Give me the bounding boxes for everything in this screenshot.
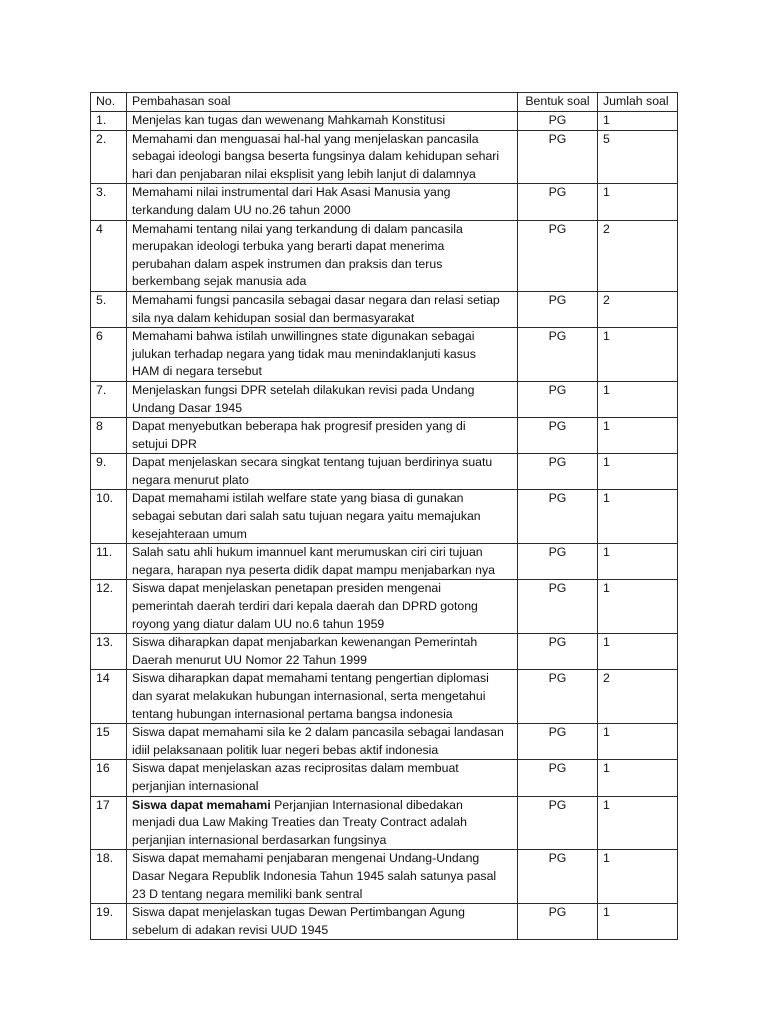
row-description-text: Menjelas kan tugas dan wewenang Mahkamah Konstitusi: [132, 113, 446, 127]
row-description: [127, 130, 518, 184]
row-bentuk-soal: PG: [518, 328, 598, 382]
header-pembahasan-soal: Pembahasan soal: [127, 93, 518, 112]
table-row: [91, 850, 678, 904]
row-description: [127, 291, 518, 327]
table-row: [91, 220, 678, 291]
row-bentuk-soal: PG: [518, 112, 598, 131]
row-jumlah-soal: 1: [598, 850, 678, 904]
row-bentuk-soal: PG: [518, 544, 598, 580]
table-row: [91, 454, 678, 490]
row-description-text: Siswa dapat menjelaskan tugas Dewan Pertimbangan Agung sebelum di adakan revisi UUD 1945: [132, 905, 465, 937]
table-row: [91, 130, 678, 184]
row-number: 5.: [91, 291, 127, 327]
row-number: 9.: [91, 454, 127, 490]
row-description-text: Dapat menjelaskan secara singkat tentang tujuan berdirinya suatu negara menurut plato: [132, 455, 493, 487]
row-number: 18.: [91, 850, 127, 904]
row-bentuk-soal: PG: [518, 670, 598, 724]
header-row: [91, 93, 678, 112]
row-jumlah-soal: 5: [598, 130, 678, 184]
row-description-text: Memahami fungsi pancasila sebagai dasar negara dan relasi setiap sila nya dalam kehidupan sosial dan bermasyarakat: [132, 292, 500, 325]
row-bentuk-soal: PG: [518, 904, 598, 940]
row-number: 14: [91, 670, 127, 724]
row-jumlah-soal: 1: [598, 580, 678, 634]
row-description-text: Perjanjian Internasional dibedakan menjadi dua Law Making Treaties dan Treaty Contract adalah perjanjian internasional berdasarkan fungsinya: [132, 797, 467, 847]
row-jumlah-soal: 1: [598, 634, 678, 670]
row-bentuk-soal: PG: [518, 724, 598, 760]
row-description-text: Menjelaskan fungsi DPR setelah dilakukan revisi pada Undang Undang Dasar 1945: [132, 382, 475, 415]
row-jumlah-soal: 1: [598, 724, 678, 760]
row-description: [127, 184, 518, 220]
row-number: 3.: [91, 184, 127, 220]
row-jumlah-soal: 1: [598, 490, 678, 544]
table-row: [91, 544, 678, 580]
question-table: [90, 92, 678, 940]
row-jumlah-soal: 1: [598, 184, 678, 220]
row-jumlah-soal: 2: [598, 220, 678, 291]
table-row: [91, 904, 678, 940]
row-description-text: Dapat menyebutkan beberapa hak progresif presiden yang di setujui DPR: [132, 419, 466, 451]
row-description-text: Memahami dan menguasai hal-hal yang menjelaskan pancasila sebagai ideologi bangsa beserta fungsinya dalam kehidupan sehari hari dan penjabaran nilai eksplisit yang lebih lanjut di dalamnya: [132, 131, 500, 181]
row-number: 1.: [91, 112, 127, 131]
row-bentuk-soal: PG: [518, 381, 598, 417]
row-description: [127, 381, 518, 417]
table-row: [91, 580, 678, 634]
row-number: 13.: [91, 634, 127, 670]
row-bentuk-soal: PG: [518, 418, 598, 454]
row-jumlah-soal: 2: [598, 291, 678, 327]
row-jumlah-soal: 1: [598, 418, 678, 454]
row-description: [127, 328, 518, 382]
row-description-text: Memahami bahwa istilah unwillingnes state digunakan sebagai julukan terhadap negara yang tidak mau menindaklanjuti kasus HAM di negara tersebut: [132, 329, 476, 379]
row-description-bold: Siswa dapat memahami: [132, 797, 271, 812]
row-jumlah-soal: 1: [598, 760, 678, 796]
row-jumlah-soal: 2: [598, 670, 678, 724]
row-number: 11.: [91, 544, 127, 580]
table-row: [91, 670, 678, 724]
table-row: [91, 328, 678, 382]
row-description: [127, 634, 518, 670]
row-description-text: Salah satu ahli hukum imannuel kant merumuskan ciri ciri tujuan negara, harapan nya peserta didik dapat mampu menjabarkan nya: [132, 545, 495, 577]
header-bentuk-soal: Bentuk soal: [518, 93, 598, 112]
row-number: 4: [91, 220, 127, 291]
row-bentuk-soal: PG: [518, 634, 598, 670]
table-row: [91, 490, 678, 544]
table-row: [91, 184, 678, 220]
row-description: [127, 220, 518, 291]
row-description: [127, 724, 518, 760]
row-description: [127, 580, 518, 634]
row-jumlah-soal: 1: [598, 328, 678, 382]
header-jumlah-soal: Jumlah soal: [598, 93, 678, 112]
row-bentuk-soal: PG: [518, 184, 598, 220]
row-description-text: Memahami tentang nilai yang terkandung di dalam pancasila merupakan ideologi terbuka yang berarti dapat menerima perubahan dalam aspek instrumen dan praksis dan terus berkembang sejak manusia ada: [132, 221, 463, 289]
row-jumlah-soal: 1: [598, 544, 678, 580]
row-jumlah-soal: 1: [598, 904, 678, 940]
row-number: 8: [91, 418, 127, 454]
row-number: 15: [91, 724, 127, 760]
row-bentuk-soal: PG: [518, 796, 598, 850]
row-jumlah-soal: 1: [598, 381, 678, 417]
row-description: [127, 904, 518, 940]
row-bentuk-soal: PG: [518, 580, 598, 634]
table-row: [91, 634, 678, 670]
table-row: [91, 291, 678, 327]
row-number: 16: [91, 760, 127, 796]
row-number: 6: [91, 328, 127, 382]
row-bentuk-soal: PG: [518, 850, 598, 904]
row-jumlah-soal: 1: [598, 454, 678, 490]
row-bentuk-soal: PG: [518, 454, 598, 490]
row-description-text: Siswa dapat memahami sila ke 2 dalam pancasila sebagai landasan idiil pelaksanaan politik luar negeri bebas aktif indonesia: [132, 725, 504, 757]
header-no: No.: [91, 93, 127, 112]
row-description: [127, 796, 518, 850]
row-description-text: Siswa dapat menjelaskan azas reciprositas dalam membuat perjanjian internasional: [132, 761, 459, 793]
table-row: [91, 112, 678, 131]
row-bentuk-soal: PG: [518, 130, 598, 184]
row-description-text: Siswa dapat memahami penjabaran mengenai Undang-Undang Dasar Negara Republik Indonesia Tahun 1945 salah satunya pasal 23 D tentang negara memiliki bank sentral: [132, 851, 497, 901]
row-bentuk-soal: PG: [518, 220, 598, 291]
row-jumlah-soal: 1: [598, 112, 678, 131]
row-description-text: Memahami nilai instrumental dari Hak Asasi Manusia yang terkandung dalam UU no.26 tahun 2000: [132, 185, 451, 217]
row-bentuk-soal: PG: [518, 291, 598, 327]
row-number: 10.: [91, 490, 127, 544]
row-bentuk-soal: PG: [518, 490, 598, 544]
row-description-text: Dapat memahami istilah welfare state yang biasa di gunakan sebagai sebutan dari salah satu tujuan negara yaitu memajukan kesejahteraan umum: [132, 491, 481, 541]
row-description: [127, 454, 518, 490]
table-header: [91, 93, 678, 112]
row-description-text: Siswa dapat menjelaskan penetapan presiden mengenai pemerintah daerah terdiri dari kepala daerah dan DPRD gotong royong yang diatur dalam UU no.6 tahun 1959: [132, 581, 478, 631]
row-description-text: Siswa diharapkan dapat menjabarkan kewenangan Pemerintah Daerah menurut UU Nomor 22 Tahun 1999: [132, 635, 478, 667]
row-description: [127, 418, 518, 454]
table-row: [91, 381, 678, 417]
row-number: 19.: [91, 904, 127, 940]
row-number: 2.: [91, 130, 127, 184]
table-row: [91, 418, 678, 454]
table-body: [91, 112, 678, 940]
row-description: [127, 670, 518, 724]
row-number: 12.: [91, 580, 127, 634]
row-description-text: Siswa diharapkan dapat memahami tentang pengertian diplomasi dan syarat melakukan hubungan internasional, serta mengetahui tentang hubungan internasional pertama bangsa indonesia: [132, 671, 489, 721]
row-description: [127, 544, 518, 580]
row-number: 17: [91, 796, 127, 850]
table-row: [91, 760, 678, 796]
row-bentuk-soal: PG: [518, 760, 598, 796]
row-number: 7.: [91, 381, 127, 417]
row-description: [127, 850, 518, 904]
row-jumlah-soal: 1: [598, 796, 678, 850]
row-description: [127, 112, 518, 131]
row-description: [127, 760, 518, 796]
row-description: [127, 490, 518, 544]
table-row: [91, 724, 678, 760]
table-row: [91, 796, 678, 850]
